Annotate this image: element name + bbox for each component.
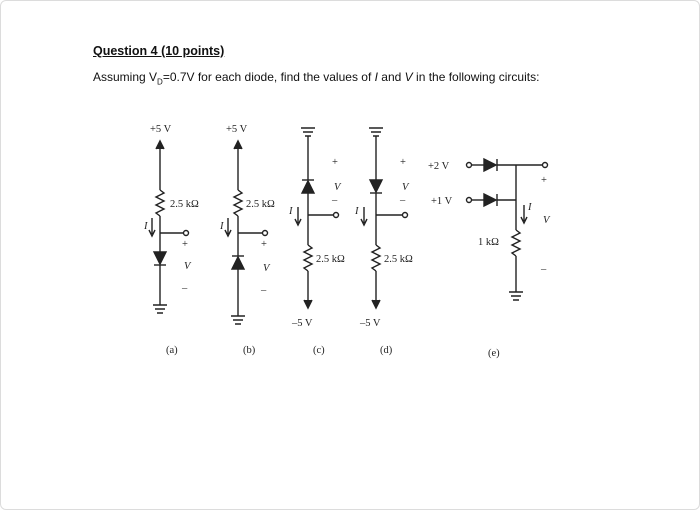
minus-label-d: – [400, 195, 406, 206]
circuit-d [361, 128, 408, 308]
resistor-label-e: 1 kΩ [478, 237, 499, 248]
caption-c: (c) [313, 345, 325, 356]
current-arrow [295, 207, 301, 225]
diode-triangle [370, 180, 382, 192]
resistor-label-c: 2.5 kΩ [316, 254, 345, 265]
circuit-e [467, 159, 548, 300]
voltage-label-e: V [543, 215, 550, 226]
resistor [372, 245, 380, 271]
prompt-part: and [377, 70, 405, 84]
prompt-part: =0.7V for each diode, find the values of [162, 70, 375, 84]
current-label-d: I [355, 206, 359, 217]
voltage-label-b: V [263, 263, 270, 274]
plus-label-d: + [400, 157, 406, 168]
output-node [334, 213, 339, 218]
minus-label-b: – [261, 285, 267, 296]
caption-b: (b) [243, 345, 256, 356]
diode-triangle [232, 257, 244, 269]
resistor [304, 245, 312, 271]
current-label-a: I [144, 221, 148, 232]
output-node [184, 231, 189, 236]
output-node [543, 163, 548, 168]
supply-label-b: +5 V [226, 124, 248, 135]
ground [301, 128, 315, 136]
diode-triangle [484, 159, 496, 171]
resistor [234, 190, 242, 216]
current-label-e: I [528, 202, 532, 213]
supply-arrow [372, 300, 380, 308]
input-node-top [467, 163, 472, 168]
minus-label-c: – [332, 195, 338, 206]
prompt-subscript: D [157, 77, 163, 87]
prompt-current-symbol: I [374, 70, 378, 84]
question-title: Question 4 (10 points) [93, 44, 225, 58]
diode-triangle [484, 194, 496, 206]
diode-triangle [154, 252, 166, 264]
resistor [156, 190, 164, 216]
ground [509, 292, 523, 300]
voltage-label-d: V [402, 182, 409, 193]
voltage-label-a: V [184, 261, 191, 272]
current-arrow [521, 205, 527, 223]
supply-arrow [234, 141, 242, 149]
resistor [512, 230, 520, 256]
current-label-c: I [289, 206, 293, 217]
minus-label-a: – [182, 283, 188, 294]
output-node [403, 213, 408, 218]
input-node-bottom [467, 198, 472, 203]
circuit-b [225, 141, 268, 324]
caption-d: (d) [380, 345, 393, 356]
plus-label-c: + [332, 157, 338, 168]
plus-label-b: + [261, 239, 267, 250]
current-arrow [225, 218, 231, 236]
plus-label-a: + [182, 239, 188, 250]
voltage-label-c: V [334, 182, 341, 193]
output-node [263, 231, 268, 236]
caption-a: (a) [166, 345, 178, 356]
supply-label-a: +5 V [150, 124, 172, 135]
diode-triangle [302, 181, 314, 193]
ground [231, 316, 245, 324]
resistor-label-d: 2.5 kΩ [384, 254, 413, 265]
prompt-voltage-symbol: V [404, 70, 413, 84]
prompt-part: in the following circuits: [412, 70, 540, 84]
supply-arrow [156, 141, 164, 149]
supply-arrow [304, 300, 312, 308]
supply-label-c: –5 V [292, 318, 313, 329]
current-arrow [361, 207, 367, 225]
resistor-label-b: 2.5 kΩ [246, 199, 275, 210]
circuit-c [295, 128, 339, 308]
current-arrow [149, 218, 155, 236]
plus-label-e: + [541, 175, 547, 186]
ground [369, 128, 383, 136]
resistor-label-a: 2.5 kΩ [170, 199, 199, 210]
current-label-b: I [220, 221, 224, 232]
caption-e: (e) [488, 348, 500, 359]
input-label-e-top: +2 V [428, 161, 450, 172]
prompt-part: Assuming V [93, 70, 158, 84]
supply-label-d: –5 V [360, 318, 381, 329]
minus-label-e: – [541, 264, 547, 275]
ground [153, 305, 167, 313]
input-label-e-bottom: +1 V [431, 196, 453, 207]
